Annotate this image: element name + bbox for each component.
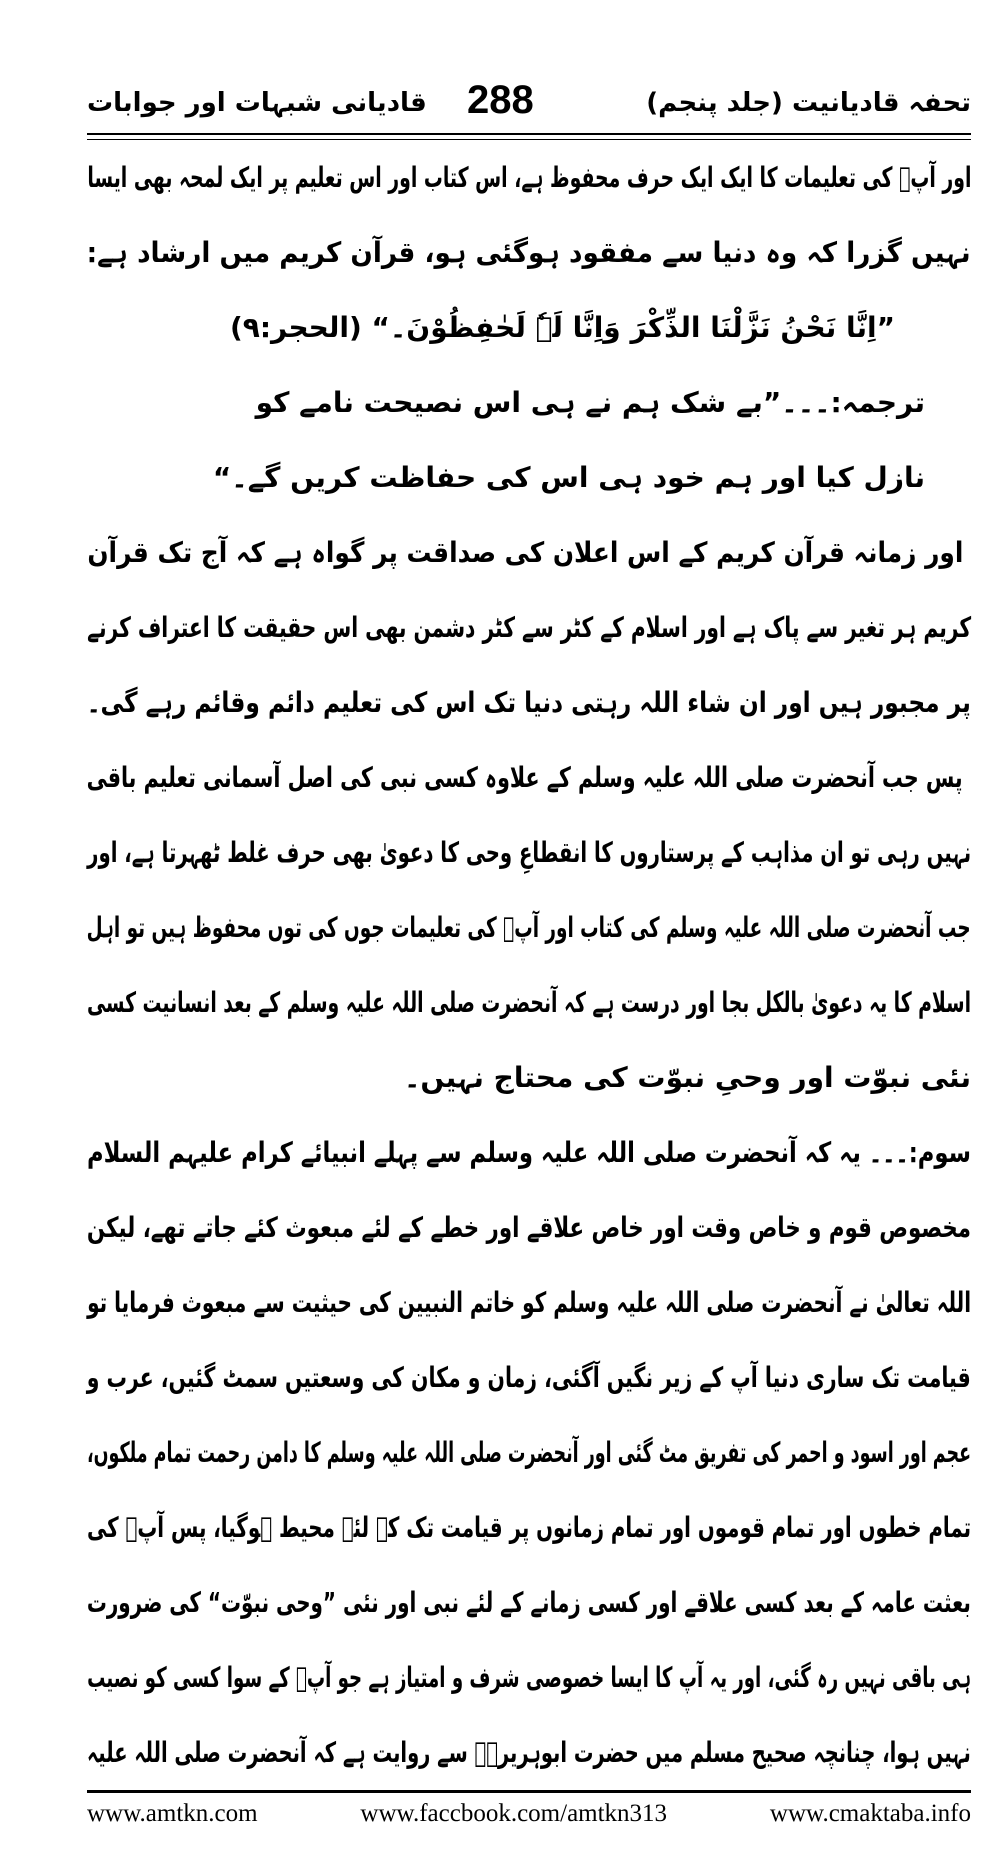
text-line: پس جب آنحضرت صلی اللہ علیہ وسلم کے علاوہ کسی نبی کی اصل آسمانی تعلیم باقی — [87, 761, 963, 794]
text-line: اللہ تعالیٰ نے آنحضرت صلی اللہ علیہ وسلم کو خاتم النبیین کی حیثیت سے مبعوث فرمایا تو — [87, 1286, 971, 1319]
translation-line: نازل کیا اور ہم خود ہی اس کی حفاظت کریں گے۔“ — [212, 461, 925, 494]
text-line: پر مجبور ہیں اور ان شاء اللہ رہتی دنیا تک اس کی تعلیم دائم وقائم رہے گی۔ — [87, 686, 971, 719]
page-number: 288 — [467, 78, 534, 122]
footer-link-facebook[interactable]: www.faccbook.com/amtkn313 — [360, 1800, 668, 1827]
text-line: نہیں ہوا، چنانچہ صحیح مسلم میں حضرت ابوہریرہؓ سے روایت ہے کہ آنحضرت صلی اللہ علیہ — [87, 1736, 971, 1769]
text-line: نئی نبوّت اور وحیِ نبوّت کی محتاج نہیں۔ — [403, 1061, 971, 1094]
text-line: مخصوص قوم و خاص وقت اور خاص علاقے اور خطے کے لئے مبعوث کئے جاتے تھے، لیکن — [86, 1211, 971, 1244]
text-line: اور آپؐ کی تعلیمات کا ایک ایک حرف محفوظ ہے، اس کتاب اور اس تعلیم پر ایک لمحہ بھی ایسا — [86, 161, 971, 194]
page-body — [87, 140, 971, 1790]
text-line: قیامت تک ساری دنیا آپ کے زیر نگیں آگئی، زمان و مکان کی وسعتیں سمٹ گئیں، عرب و — [87, 1361, 971, 1394]
header-divider — [87, 133, 971, 135]
text-line: نہیں رہی تو ان مذاہب کے پرستاروں کا انقطاعِ وحی کا دعویٰ بھی حرف غلط ٹھہرتا ہے، اور — [87, 836, 971, 869]
footer — [87, 1800, 971, 1828]
footer-link-maktaba[interactable]: www.cmaktaba.info — [769, 1800, 971, 1827]
text-line: اسلام کا یہ دعویٰ بالکل بجا اور درست ہے کہ آنحضرت صلی اللہ علیہ وسلم کے بعد انسانیت کسی — [87, 986, 971, 1019]
text-line: نہیں گزرا کہ وہ دنیا سے مفقود ہوگئی ہو، قرآن کریم میں ارشاد ہے: — [87, 236, 971, 269]
footer-divider — [87, 1790, 971, 1793]
book-title: تحفہ قادیانیت (جلد پنجم) — [646, 88, 971, 118]
text-line: بعثت عامہ کے بعد کسی علاقے اور کسی زمانے کے لئے نبی اور نئی ”وحی نبوّت“ کی ضرورت — [86, 1586, 971, 1619]
translation-line: ترجمہ:۔۔۔”بے شک ہم نے ہی اس نصیحت نامے کو — [255, 386, 925, 419]
running-header — [87, 78, 971, 132]
text-line: کریم ہر تغیر سے پاک ہے اور اسلام کے کٹر سے کٹر دشمن بھی اس حقیقت کا اعتراف کرنے — [86, 611, 971, 644]
footer-link-website[interactable]: www.amtkn.com — [87, 1800, 258, 1827]
text-line: جب آنحضرت صلی اللہ علیہ وسلم کی کتاب اور آپؐ کی تعلیمات جوں کی توں محفوظ ہیں تو اہل — [86, 911, 971, 944]
text-line: تمام خطوں اور تمام قوموں اور تمام زمانوں پر قیامت تک کے لئے محیط ہوگیا، پس آپؐ کی — [87, 1511, 971, 1544]
text-line: اور زمانہ قرآن کریم کے اس اعلان کی صداقت پر گواہ ہے کہ آج تک قرآن — [87, 536, 963, 569]
text-line: عجم اور اسود و احمر کی تفریق مٹ گئی اور آنحضرت صلی اللہ علیہ وسلم کا دامن رحمت تمام ملکوں، — [87, 1436, 971, 1469]
text-line: ہی باقی نہیں رہ گئی، اور یہ آپ کا ایسا خصوصی شرف و امتیاز ہے جو آپؐ کے سوا کسی کو نصیب — [87, 1661, 971, 1694]
quran-verse: ”اِنَّا نَحْنُ نَزَّلْنَا الذِّکْرَ وَاِنَّا لَہٗ لَحٰفِظُوْنَ۔“ (الحجر:۹) — [229, 311, 895, 344]
text-line: سوم:۔۔۔ یہ کہ آنحضرت صلی اللہ علیہ وسلم سے پہلے انبیائے کرام علیہم السلام — [87, 1136, 971, 1169]
chapter-title: قادیانی شبہات اور جوابات — [87, 88, 427, 118]
